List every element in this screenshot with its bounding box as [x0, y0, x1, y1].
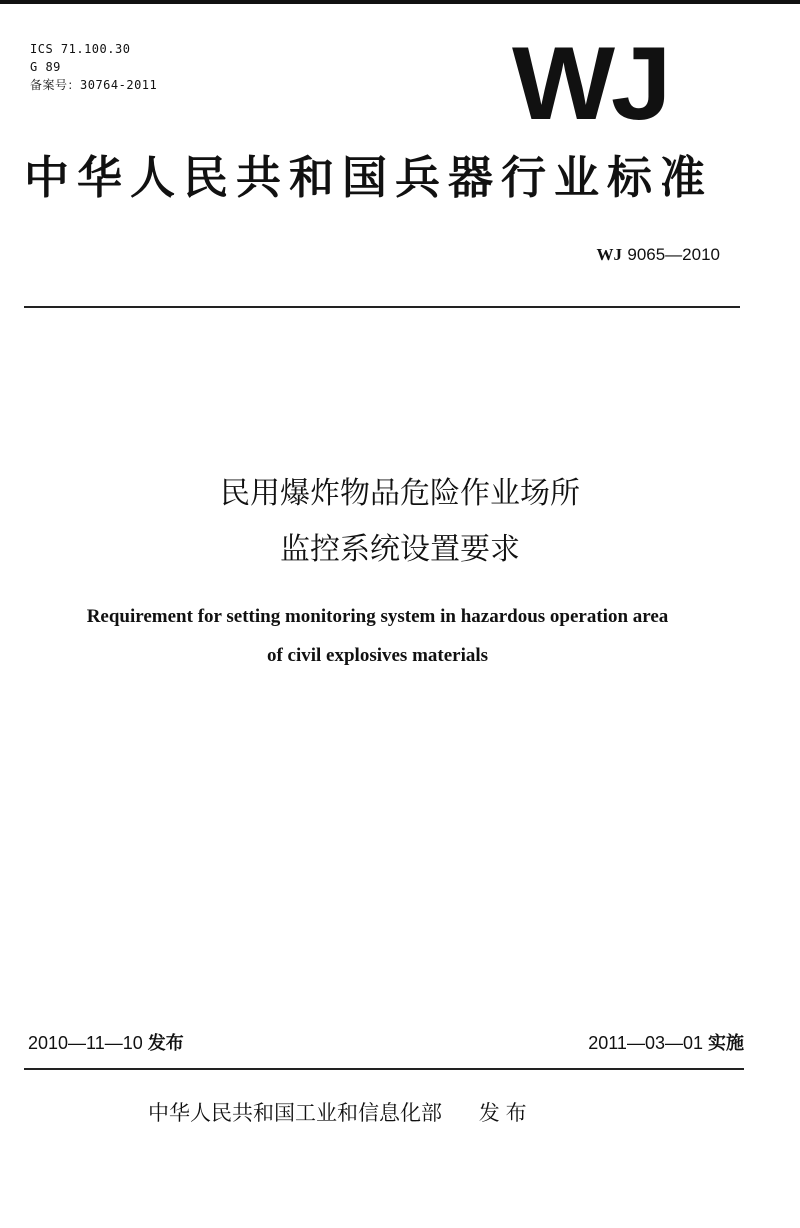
issue-date [28, 1030, 184, 1057]
standard-category-title: 中华人民共和国兵器行业标准 [24, 151, 714, 204]
english-title-line-1: Requirement for setting monitoring system in hazardous operation area [86, 606, 669, 627]
footer-divider [24, 1068, 744, 1070]
publisher-suffix: 发布 [478, 1101, 533, 1125]
ics-code: ICS 71.100.30 [30, 42, 131, 56]
english-title-line-2: of civil explosives materials [266, 645, 489, 666]
chinese-title-line-2: 监控系统设置要求 [280, 532, 520, 567]
issue-date-value: 2010—11—10 [28, 1033, 143, 1053]
wj-logo: WJ [512, 26, 668, 142]
ccs-code: G 89 [30, 60, 61, 74]
header-divider [24, 306, 740, 308]
chinese-title-line-1: 民用爆炸物品危险作业场所 [220, 476, 580, 511]
filing-number: 备案号：30764-2011 [30, 78, 158, 92]
standard-code-prefix: WJ [596, 245, 622, 264]
publisher-name: 中华人民共和国工业和信息化部 [148, 1101, 442, 1125]
top-border [0, 0, 800, 4]
implementation-date-value: 2011—03—01 [588, 1033, 703, 1053]
issue-date-label: 发布 [147, 1033, 184, 1054]
classification-block [30, 40, 230, 94]
publisher [148, 1098, 533, 1128]
implementation-date [588, 1030, 744, 1057]
standard-code [596, 244, 720, 266]
implementation-date-label: 实施 [708, 1033, 744, 1054]
standard-code-number: 9065—2010 [627, 245, 720, 264]
